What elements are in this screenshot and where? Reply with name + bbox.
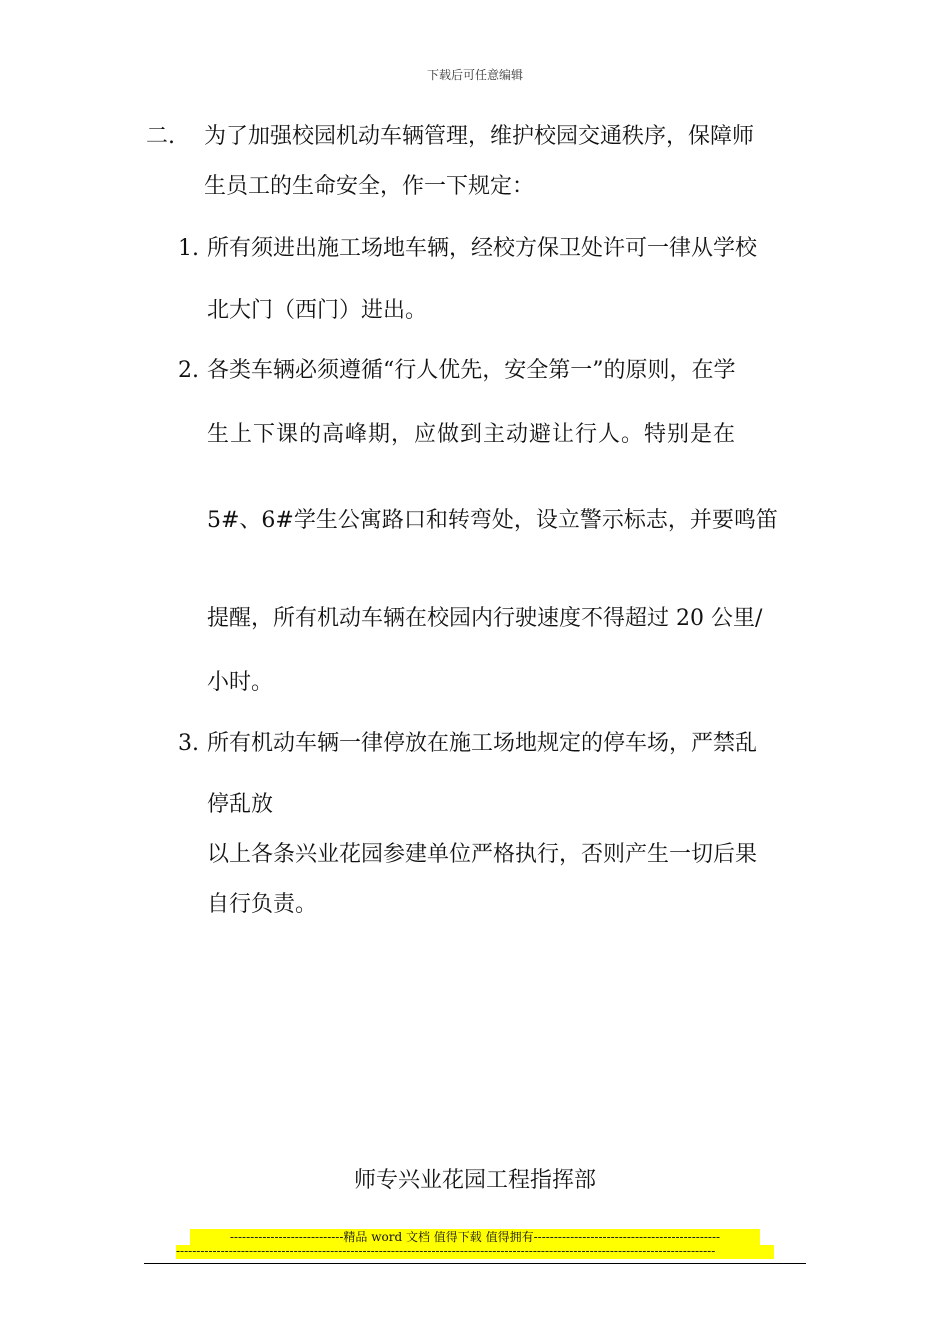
item-1-number: 1.	[178, 236, 199, 261]
item-2-number: 2.	[178, 358, 199, 383]
item-3-line-2: 停乱放	[207, 792, 274, 817]
item-3-number: 3.	[178, 731, 199, 756]
footer-rule	[144, 1263, 806, 1264]
item-1-line-1: 所有须进出施工场地车辆，经校方保卫处许可一律从学校	[207, 236, 758, 261]
item-2-line-2: 生上下课的高峰期，应做到主动避让行人。特别是在	[207, 422, 737, 447]
section-line-2: 生员工的生命安全，作一下规定：	[204, 174, 535, 199]
item-3-line-1: 所有机动车辆一律停放在施工场地规定的停车场，严禁乱	[207, 731, 758, 756]
item-2-line-5: 小时。	[207, 670, 274, 695]
signature: 师专兴业花园工程指挥部	[353, 1168, 596, 1193]
item-2-line-4: 提醒，所有机动车辆在校园内行驶速度不得超过 20 公里/	[207, 606, 763, 631]
section-number: 二.	[146, 124, 175, 149]
footer-banner: ----------------------------精品 word 文档 值得下载 值得拥有----------------------------------------------	[190, 1229, 760, 1245]
page-header: 下载后可任意编辑	[426, 68, 523, 82]
footer-dashes: -------------------------------------------------------------------------------------------------------------------------------------	[176, 1245, 774, 1259]
closing-line-1: 以上各条兴业花园参建单位严格执行，否则产生一切后果	[207, 842, 758, 867]
section-line-1: 为了加强校园机动车辆管理，维护校园交通秩序，保障师	[204, 124, 755, 149]
item-2-line-3: 5#、6#学生公寓路口和转弯处，设立警示标志，并要鸣笛	[207, 508, 778, 533]
item-1-line-2: 北大门（西门）进出。	[207, 298, 428, 323]
item-2-line-1: 各类车辆必须遵循“行人优先，安全第一”的原则，在学	[207, 358, 736, 383]
closing-line-2: 自行负责。	[207, 892, 318, 917]
